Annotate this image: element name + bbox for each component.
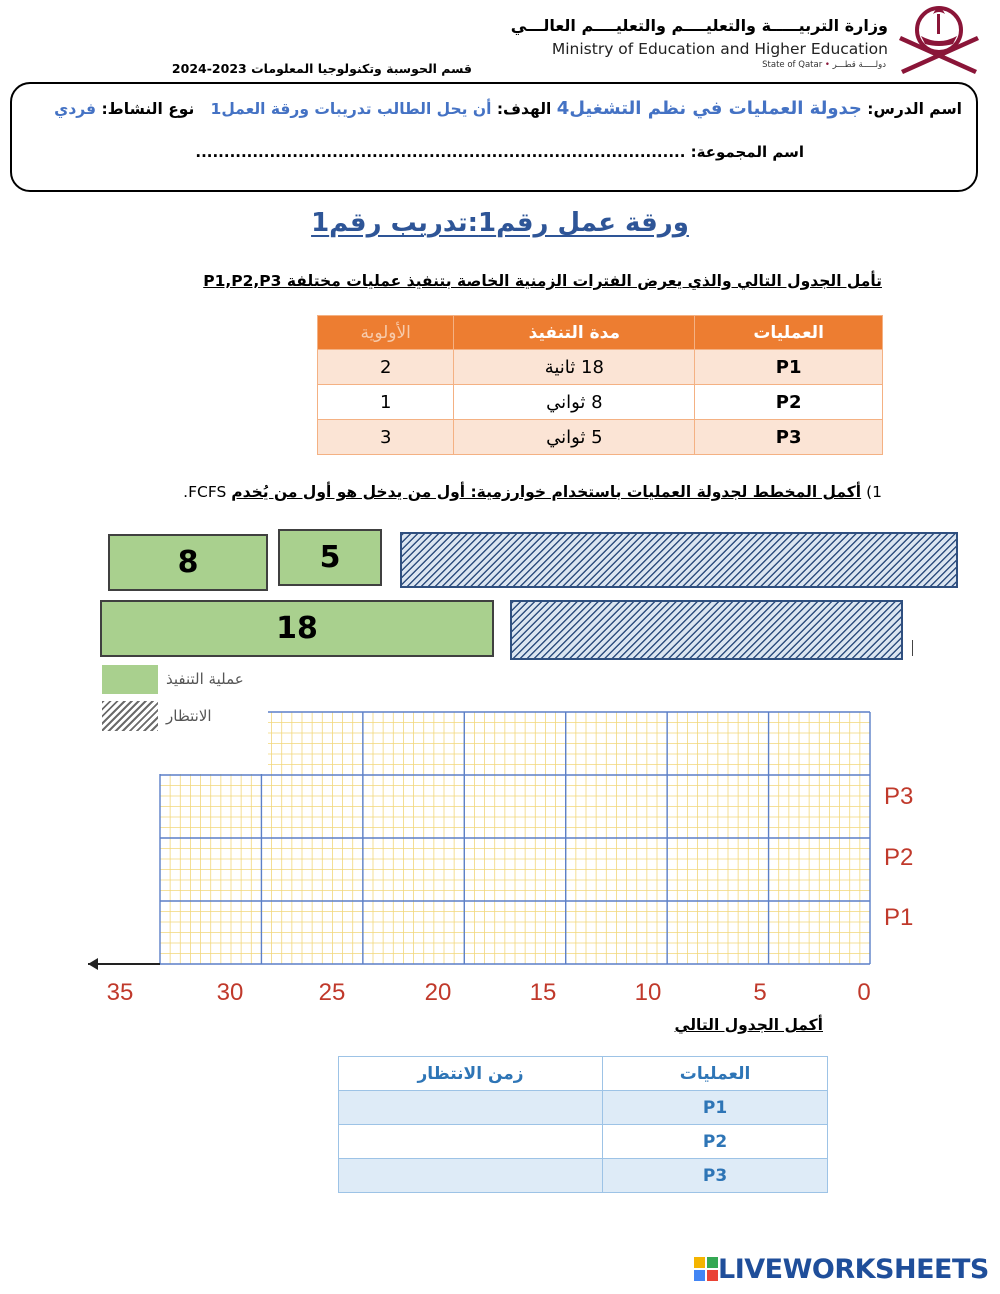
question-text: أكمل المخطط لجدولة العمليات باستخدام خوارزمية: أول من يدخل هو أول من يُخدم: [231, 483, 862, 501]
x-tick-label: 10: [634, 979, 662, 1006]
liveworksheets-logo-text: LIVEWORKSHEETS: [718, 1253, 989, 1285]
ministry-name-english: Ministry of Education and Higher Education: [551, 40, 888, 58]
process-name: P1: [695, 350, 883, 385]
lesson-info-line: [54, 98, 962, 119]
process-name: P1: [603, 1091, 828, 1125]
table-row: [339, 1091, 828, 1125]
gantt-chart: [78, 700, 924, 1010]
goal-label: الهدف:: [496, 100, 552, 118]
department-line: قسم الحوسبة وتكنولوجيا المعلومات 2023-2024: [171, 61, 472, 76]
x-tick-label: 15: [529, 979, 557, 1006]
legend-execution-label: عملية التنفيذ: [166, 670, 244, 688]
activity-value: فردي: [54, 100, 97, 118]
waiting-time-input[interactable]: [339, 1125, 603, 1159]
drag-block-waiting-long[interactable]: [400, 532, 958, 588]
process-table-header: [318, 316, 883, 350]
ministry-name-arabic: وزارة التربيـــــة والتعليــــم والتعليــــم العالـــي: [510, 16, 888, 35]
x-tick-label: 5: [753, 979, 767, 1006]
drag-block-waiting-short[interactable]: [510, 600, 903, 660]
process-row-labels: [884, 783, 913, 931]
process-priority: 3: [318, 420, 454, 455]
group-label: اسم المجموعة:: [690, 143, 804, 161]
liveworksheets-logo: [694, 1252, 989, 1286]
x-tick-label: 25: [318, 979, 346, 1006]
x-tick-label: 35: [106, 979, 134, 1006]
x-tick-label: 20: [424, 979, 452, 1006]
table-row: [339, 1125, 828, 1159]
state-english: State of Qatar: [762, 60, 823, 70]
legend-execution-swatch: [102, 665, 158, 694]
row-label-p1: P1: [884, 904, 914, 931]
text-cursor: [912, 640, 913, 656]
drag-block-8[interactable]: 8: [108, 534, 268, 591]
process-duration: 5 ثواني: [454, 420, 695, 455]
group-name-blank: ......................................................................................: [195, 143, 686, 161]
separator-dot: •: [824, 60, 830, 70]
process-name: P3: [695, 420, 883, 455]
row-label-p2: P2: [884, 844, 914, 871]
process-table: [317, 315, 883, 455]
x-tick-label: 30: [216, 979, 244, 1006]
table-row: [318, 385, 883, 420]
process-priority: 2: [318, 350, 454, 385]
waiting-time-table: [338, 1056, 828, 1193]
row-label-p3: P3: [884, 783, 914, 810]
activity-label: نوع النشاط:: [101, 100, 195, 118]
drag-block-18[interactable]: 18: [100, 600, 494, 657]
header-priority: الأولوية: [318, 316, 454, 350]
header-processes: العمليات: [603, 1057, 828, 1091]
waiting-time-input[interactable]: [339, 1159, 603, 1193]
process-duration: 18 ثانية: [454, 350, 695, 385]
waiting-table-header: [339, 1057, 828, 1091]
group-name-line: [195, 143, 804, 161]
liveworksheets-logo-icon: [694, 1257, 718, 1281]
x-tick-label: 0: [857, 979, 871, 1006]
drag-block-5[interactable]: 5: [278, 529, 382, 586]
question-number: 1): [866, 483, 882, 501]
process-name: P2: [603, 1125, 828, 1159]
legend-waiting-swatch: [102, 701, 158, 731]
header-waiting-time: زمن الانتظار: [339, 1057, 603, 1091]
qatar-emblem-icon: [893, 0, 985, 76]
intro-text: تأمل الجدول التالي والذي يعرض الفترات الزمنية الخاصة بتنفيذ عمليات مختلفة P1,P2,P3: [203, 272, 882, 290]
question-suffix: FCFS.: [183, 483, 227, 501]
goal-value: أن يحل الطالب تدريبات ورقة العمل1: [210, 100, 492, 118]
lesson-value: جدولة العمليات في نظم التشغيل4: [556, 98, 862, 119]
complete-table-instruction: أكمل الجدول التالي: [674, 1016, 823, 1034]
question-1: [183, 483, 882, 501]
table-row: [339, 1159, 828, 1193]
state-of-qatar: [640, 60, 886, 70]
process-priority: 1: [318, 385, 454, 420]
waiting-time-input[interactable]: [339, 1091, 603, 1125]
header-processes: العمليات: [695, 316, 883, 350]
process-duration: 8 ثواني: [454, 385, 695, 420]
legend-waiting-label: الانتظار: [166, 707, 212, 725]
lesson-label: اسم الدرس:: [867, 100, 962, 118]
worksheet-title: ورقة عمل رقم1:تدريب رقم1: [311, 208, 689, 238]
table-row: [318, 420, 883, 455]
process-name: P3: [603, 1159, 828, 1193]
table-row: [318, 350, 883, 385]
header-duration: مدة التنفيذ: [454, 316, 695, 350]
state-arabic: دولـــــة قطـــر: [832, 60, 886, 70]
process-name: P2: [695, 385, 883, 420]
